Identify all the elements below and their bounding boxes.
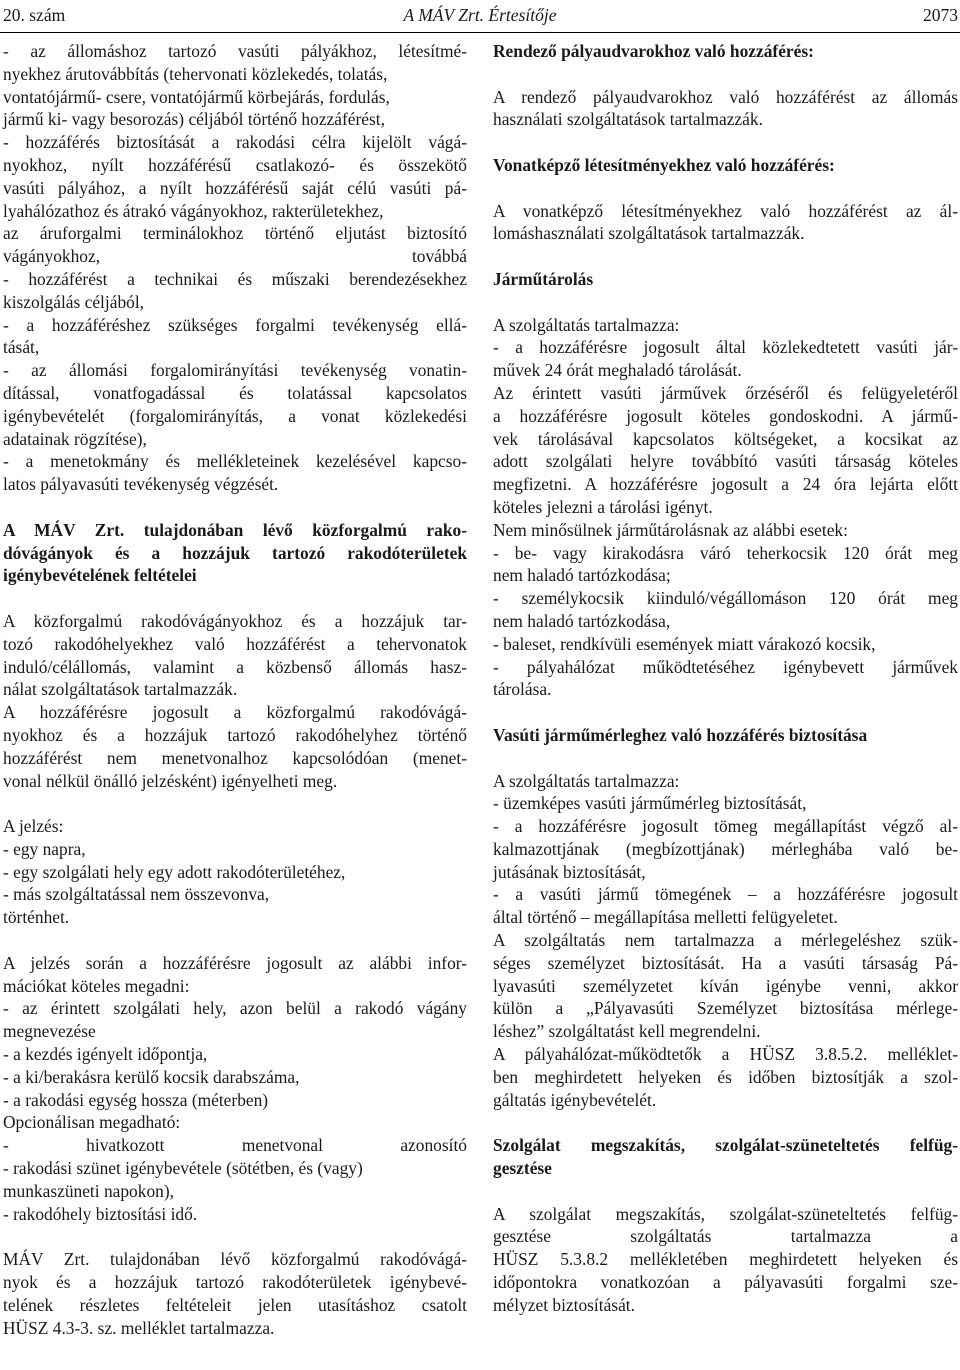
heading-jarmutarolas: Járműtárolás [493, 268, 594, 289]
text-line: nyokhoz és a hozzájuk tartozó rakodóhelyhez történő [3, 724, 467, 745]
text-line: gesztése szolgáltatás tartalmazza a [493, 1226, 958, 1247]
text-line: lomáshasználati szolgáltatások tartalmazzák. [493, 223, 805, 244]
text-line: A MÁV Zrt. tulajdonában lévő közforgalmú rako- [3, 519, 467, 540]
text-line: jármű ki- vagy besorozás) céljából történő hozzáférést, [3, 109, 385, 130]
text-line: jutásának biztosítását, [493, 861, 646, 882]
text-line: - az állomási forgalomirányítási tevékenység vonatin- [3, 360, 467, 381]
text-line: nem haladó tartózkodása, [493, 610, 671, 631]
text-line: gesztése [493, 1158, 552, 1179]
text-line: A pályahálózat-működtetők a HÜSZ 3.8.5.2. melléklet- [493, 1044, 958, 1065]
text-line: kalmazottjának (megbízottjának) mérleghába való be- [493, 838, 958, 859]
paragraph-informaciok [3, 952, 467, 1226]
text-line: - a rakodási egység hossza (méterben) [3, 1089, 269, 1110]
text-line: nem haladó tartózkodása; [493, 565, 671, 586]
heading-rendezo: Rendező pályaudvarokhoz való hozzáférés: [493, 41, 814, 61]
paragraph-hozzaferes [3, 610, 467, 792]
paragraph-reszletes-feltetelek [3, 1248, 467, 1339]
text-line: - egy szolgálati hely egy adott rakodóterületéhez, [3, 861, 346, 882]
text-line: dóvágányok és a hozzájuk tartozó rakodóterületek [3, 542, 467, 563]
text-line: ben meghirdetett helyeken és időben biztosítják a szol- [493, 1066, 958, 1087]
text-line: Opcionálisan megadható: [3, 1112, 181, 1133]
text-line: - baleset, rendkívüli események miatt várakozó kocsik, [493, 633, 876, 654]
text-line: nyokhoz, nyílt hozzáférésű csatlakozó- és összekötő [3, 154, 467, 175]
text-line: adott szolgálati helyre továbbító vasúti társaság köteles [493, 451, 958, 472]
text-line: A szolgáltatás tartalmazza: [493, 770, 680, 791]
text-line: megfizetni. A hozzáférésre jogosult a 24 óra lejárta előtt [493, 474, 958, 495]
text-line: hozzáférést nem menetvonalhoz kapcsolódóan (menet- [3, 747, 467, 768]
text-line: lyahálózathoz és átrakó vágányokhoz, rakterületekhez, [3, 200, 384, 221]
left-column [3, 40, 467, 1339]
text-line: A szolgálat megszakítás, szolgálat-szüneteltetés felfüg- [493, 1203, 958, 1224]
text-line: - a kezdés igényelt időpontja, [3, 1044, 208, 1065]
text-line: - személykocsik kiinduló/végállomáson 120 órát meg [493, 588, 958, 609]
text-line: léshez” szolgáltatást kell megrendelni. [493, 1021, 761, 1042]
text-line: Nem minősülnek járműtárolásnak az alábbi esetek: [493, 519, 848, 540]
text-line: A jelzés: [3, 816, 64, 837]
text-line: A rendező pályaudvarokhoz való hozzáférést az állomás [493, 86, 958, 107]
heading-jarmumerleg: Vasúti járműmérleghez való hozzáférés biztosítása [493, 724, 868, 745]
text-line: Szolgálat megszakítás, szolgálat-szüneteltetés felfüg- [493, 1135, 958, 1156]
text-line: külön a „Pályavasúti Személyzet biztosítása mérlege- [493, 998, 958, 1019]
text-line: - hivatkozott menetvonal azonosító [3, 1135, 467, 1156]
text-line: A vonatképző létesítményekhez való hozzáférést az ál- [493, 200, 958, 221]
text-line: köteles jelezni a tárolási igényt. [493, 496, 713, 517]
text-line: igénybevételének feltételei [3, 565, 197, 586]
text-line: időpontokra vonatkozóan a pályavasúti forgalmi sze- [493, 1272, 958, 1293]
text-line: használati szolgáltatások tartalmazzák. [493, 109, 763, 130]
right-column [493, 40, 958, 1317]
text-line: munkaszüneti napokon), [3, 1180, 174, 1201]
text-line: tárolása. [493, 679, 552, 700]
issue-number: 20. szám [3, 5, 66, 25]
paragraph-jarmutarolas [493, 314, 958, 702]
text-line: induló/célállomás, valamint a közbenső állomás hasz- [3, 656, 467, 677]
text-line: nálat szolgáltatások tartalmazzák. [3, 679, 238, 700]
text-line: séges személyzet biztosítását. Ha a vasúti társaság Pá- [493, 952, 958, 973]
paragraph-jarmumerleg [493, 770, 958, 1112]
text-line: - a ki/berakásra kerülő kocsik darabszáma, [3, 1066, 300, 1087]
text-line: HÜSZ 4.3-3. sz. melléklet tartalmazza. [3, 1317, 275, 1338]
heading-vonatkepzo: Vonatképző létesítményekhez való hozzáférés: [493, 154, 835, 175]
text-line: nyok és a hozzájuk tartozó rakodóterületek igénybevé- [3, 1272, 467, 1293]
text-line: által történő – megállapítása melletti felügyeletet. [493, 907, 838, 928]
text-line: kiszolgálás céljából, [3, 291, 145, 312]
text-line: mációkat köteles megadni: [3, 975, 190, 996]
text-line: - az érintett szolgálati hely, azon belül a rakodó vágány [3, 998, 467, 1019]
text-line: megnevezése [3, 1021, 96, 1042]
heading-szolgalat-megszakitas [493, 1134, 958, 1180]
text-line: vonal nélkül önálló jelzésként) igényelheti meg. [3, 770, 338, 791]
text-line: gáltatás igénybevételét. [493, 1089, 657, 1110]
text-line: művek 24 órát meghaladó tárolását. [493, 360, 742, 381]
text-line: vasúti pályához, a nyílt hozzáférésű saját célú vasúti pá- [3, 177, 467, 198]
text-line: vontatójármű- csere, vontatójármű körbejárás, fordulás, [3, 86, 390, 107]
text-line: - a menetokmány és mellékleteinek kezelésével kapcso- [3, 451, 467, 472]
text-line: - a hozzáférésre jogosult által közlekedtetett vasúti jár- [493, 337, 958, 358]
text-line: A szolgáltatás nem tartalmazza a mérlegeléshez szük- [493, 930, 958, 951]
text-line: tozó rakodóhelyekhez való hozzáférést a tehervonatok [3, 633, 467, 654]
page-number: 2073 [923, 5, 958, 25]
text-line: - a hozzáférésre jogosult tömeg megállapítást végző al- [493, 816, 958, 837]
text-line: Az érintett vasúti járművek őrzéséről és felügyeletéről [493, 382, 958, 403]
text-line: - üzemképes vasúti járműmérleg biztosítását, [493, 793, 807, 814]
text-line: igénybevételét (forgalomirányítás, a vonat közlekedési [3, 405, 467, 426]
text-line: - rakodóhely biztosítási idő. [3, 1203, 198, 1224]
paragraph-szolgalat-megszakitas [493, 1203, 958, 1317]
text-line: tását, [3, 337, 40, 358]
text-line: vágányokhoz, továbbá [3, 246, 467, 267]
paragraph-rendezo [493, 86, 958, 132]
section-heading-rakodovaganyok [3, 519, 467, 587]
text-line: adatainak rögzítése), [3, 428, 147, 449]
text-line: - a hozzáféréshez szükséges forgalmi tevékenység ellá- [3, 314, 467, 335]
text-line: nyekhez árutovábbítás (tehervonati közlekedés, tolatás, [3, 63, 388, 84]
text-line: lyavasúti személyzetet kíván igénybe venni, akkor [493, 975, 958, 996]
text-line: - rakodási szünet igénybevétele (sötétben, és (vagy) [3, 1158, 363, 1179]
text-line: - hozzáférést a technikai és műszaki berendezésekhez [3, 268, 467, 289]
text-line: - be- vagy kirakodásra váró teherkocsik 120 órát meg [493, 542, 958, 563]
text-line: az áruforgalmi terminálokhoz történő eljutást biztosító [3, 223, 467, 244]
text-line: A szolgáltatás tartalmazza: [493, 314, 680, 335]
text-line: A hozzáférésre jogosult a közforgalmú rakodóvágá- [3, 702, 467, 723]
text-line: latos pályavasúti tevékenység végzését. [3, 474, 279, 495]
text-line: MÁV Zrt. tulajdonában lévő közforgalmú rakodóvágá- [3, 1249, 467, 1270]
text-line: vek tárolásával kapcsolatos költségeket, a kocsikat az [493, 428, 958, 449]
text-line: történhet. [3, 907, 70, 928]
text-line: A közforgalmú rakodóvágányokhoz és a hozzájuk tar- [3, 610, 467, 631]
paragraph-vonatkepzo [493, 200, 958, 246]
intro-list [3, 40, 467, 496]
text-line: telének részletes feltételeit jelen utasításhoz csatolt [3, 1294, 467, 1315]
text-line: HÜSZ 5.3.8.2 mellékletében meghirdetett helyeken és [493, 1249, 958, 1270]
text-line: - más szolgáltatással nem összevonva, [3, 884, 270, 905]
text-line: - az állomáshoz tartozó vasúti pályákhoz, létesítmé- [3, 41, 467, 61]
text-line: - hozzáférés biztosítását a rakodási célra kijelölt vágá- [3, 132, 467, 153]
page-header [0, 0, 960, 30]
text-line: dítással, vonatfogadással és tolatással kapcsolatos [3, 382, 467, 403]
journal-title: A MÁV Zrt. Értesítője [403, 5, 557, 25]
text-line: - egy napra, [3, 838, 86, 859]
text-line: a hozzáférésre jogosult köteles gondoskodni. A jármű- [493, 405, 958, 426]
text-line: - pályahálózat működtetéséhez igénybevett járművek [493, 656, 958, 677]
header-rule [0, 32, 960, 33]
paragraph-jelzes [3, 815, 467, 929]
text-line: mélyzet biztosítását. [493, 1294, 635, 1315]
text-line: - a vasúti jármű tömegének – a hozzáférésre jogosult [493, 884, 958, 905]
text-line: A jelzés során a hozzáférésre jogosult az alábbi infor- [3, 952, 467, 973]
